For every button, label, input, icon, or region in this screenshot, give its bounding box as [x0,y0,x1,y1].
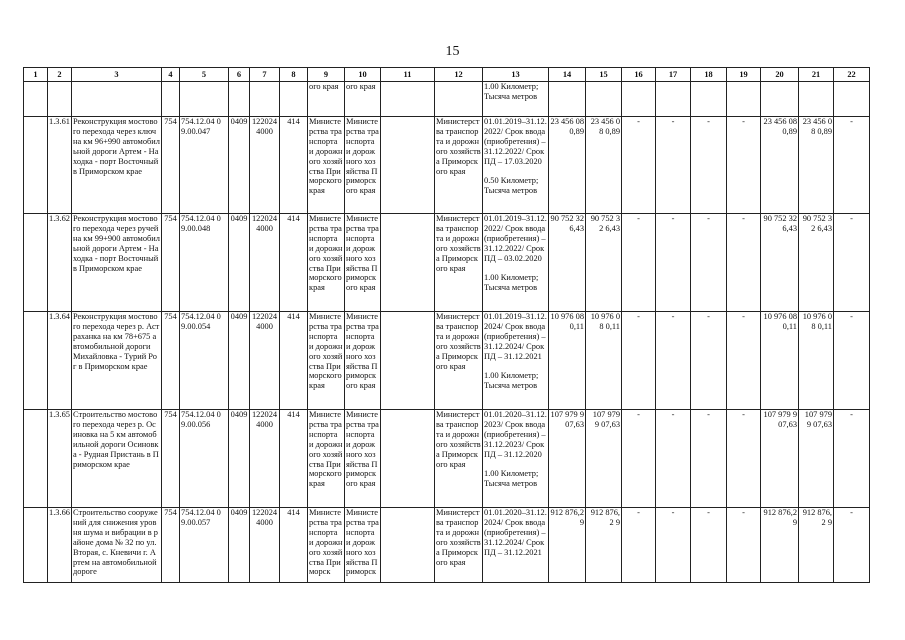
table-cell: - [834,214,870,312]
column-header: 22 [834,68,870,82]
table-cell: - [656,312,691,410]
table-cell: 01.01.2020–31.12.2023/ Срок ввода (приобретения) – 31.12.2023/ Срок ПД – 31.12.2020 1.00 Километр; Тысяча метров [483,410,549,508]
table-cell: Министерства транспорта и дорожного хозяйства Приморского края [435,410,483,508]
table-cell: - [727,214,761,312]
table-cell: 754.12.04 09.00.057 [180,508,229,583]
table-cell: - [834,508,870,583]
column-header: 18 [691,68,727,82]
table-cell: Министерства транспорта и дорожного хозяйства Приморского края [308,410,345,508]
object-name: Строительство мостового перехода через р. Осиновка на 5 км автомобильной дороги Осиновка - Рудная Пристань в Приморском крае [72,410,162,508]
table-cell: 414 [280,312,308,410]
table-cell: 912 876,2 9 [549,508,586,583]
table-cell: - [622,214,656,312]
column-header: 11 [381,68,435,82]
table-cell: 122024 4000 [250,312,280,410]
column-header: 3 [72,68,162,82]
object-name: Реконструкция мостового перехода через ручей на км 99+900 автомобильной дороги Артем - Находка - порт Восточный в Приморском крае [72,214,162,312]
table-cell: 754.12.04 09.00.054 [180,312,229,410]
table-cell: 107 979 9 07,63 [761,410,799,508]
column-header: 14 [549,68,586,82]
column-header: 7 [250,68,280,82]
table-cell: 10 976 08 0,11 [586,312,622,410]
table-cell: Министерства транспорта и дорожного хозяйства Приморского края [435,117,483,214]
table-cell: - [691,508,727,583]
table-cell: 122024 4000 [250,117,280,214]
table-cell: 0409 [229,312,250,410]
table-cell: 754 [162,214,180,312]
table-cell: - [622,117,656,214]
column-header: 15 [586,68,622,82]
table-cell: Министерства транспорта и дорожного хозяйства Приморского края [435,508,483,583]
table-cell: - [834,410,870,508]
table-cell: - [691,410,727,508]
table-row [24,508,870,583]
table-cell: - [727,312,761,410]
table-cell: Министерства транспорта и дорожного хозяйства Приморского края [308,214,345,312]
table-cell: 754 [162,312,180,410]
table-cell: - [727,508,761,583]
column-header: 10 [345,68,381,82]
table-cell: 0409 [229,410,250,508]
table-row [24,117,870,214]
column-header: 20 [761,68,799,82]
column-number-row [24,68,870,82]
table-cell: 0409 [229,117,250,214]
table-cell: 90 752 32 6,43 [761,214,799,312]
table-cell: Министерства транспорта и дорожного хозяйства Приморского края [308,312,345,410]
object-name: Строительство сооружений для снижения уровня шума и вибрации в районе дома № 32 по ул. Вторая, с. Кневичи г. Артем на автомобильной дороге [72,508,162,583]
table-cell: Министерства транспорта и дорожного хозяйства Приморского края [435,312,483,410]
column-header: 1 [24,68,48,82]
table-cell: Министерства транспорта и дорожного хозяйства Приморского края [345,214,381,312]
table-cell: 107 979 9 07,63 [586,410,622,508]
table-cell: 912 876,2 9 [761,508,799,583]
row-number: 1.3.66 [48,508,72,583]
table-cell: 10 976 08 0,11 [799,312,834,410]
table-cell: 90 752 32 6,43 [586,214,622,312]
table-cell: - [727,117,761,214]
table-cell: - [834,312,870,410]
table-cell: 107 979 9 07,63 [549,410,586,508]
table-cell: Министерства транспорта и дорожного хозяйства Приморского края [345,410,381,508]
column-header: 16 [622,68,656,82]
page-number: 15 [445,44,460,59]
column-header: 2 [48,68,72,82]
table-cell: Министерства транспорта и дорожного хозяйства Приморского края [345,312,381,410]
table-cell: - [656,410,691,508]
table-cell: 414 [280,214,308,312]
table-row [24,214,870,312]
table-cell: 754.12.04 09.00.056 [180,410,229,508]
table-cell: - [622,508,656,583]
column-header: 6 [229,68,250,82]
table-row [24,410,870,508]
row-number: 1.3.62 [48,214,72,312]
table-cell: 10 976 08 0,11 [549,312,586,410]
table-cell: 90 752 32 6,43 [799,214,834,312]
table-cell: 1.00 Километр; Тысяча метров [483,82,549,117]
row-number: 1.3.61 [48,117,72,214]
column-header: 9 [308,68,345,82]
table-cell: - [691,214,727,312]
table-cell: - [656,214,691,312]
table-cell: - [727,410,761,508]
row-number: 1.3.64 [48,312,72,410]
table-cell: 122024 4000 [250,214,280,312]
table-cell: 754 [162,117,180,214]
table-cell: - [691,117,727,214]
column-header: 21 [799,68,834,82]
table-cell: Министерства транспорта и дорожного хозяйства Приморск [345,508,381,583]
table-cell: ого края [308,82,345,117]
budget-table [23,67,870,583]
table-cell: 754.12.04 09.00.048 [180,214,229,312]
table-cell: 23 456 08 0,89 [549,117,586,214]
table-cell: 414 [280,410,308,508]
table-cell: - [656,117,691,214]
table-cell: Министерства транспорта и дорожного хозяйства Приморского края [345,117,381,214]
table-cell: 754 [162,410,180,508]
column-header: 4 [162,68,180,82]
table-cell: ого края [345,82,381,117]
column-header: 5 [180,68,229,82]
table-cell: - [622,410,656,508]
table-cell: 414 [280,117,308,214]
table-cell: 23 456 08 0,89 [761,117,799,214]
object-name: Реконструкция мостового перехода через р. Астраханка на км 78+675 автомобильной дороги Михайловка - Турий Рог в Приморском крае [72,312,162,410]
table-row [24,312,870,410]
table-cell: - [622,312,656,410]
table-cell: Министерства транспорта и дорожного хозяйства Приморск [308,508,345,583]
table-cell: 01.01.2019–31.12.2022/ Срок ввода (приобретения) – 31.12.2022/ Срок ПД – 17.03.2020 0.50 Километр; Тысяча метров [483,117,549,214]
table-cell: 414 [280,508,308,583]
column-header: 8 [280,68,308,82]
table-cell: - [834,117,870,214]
table-cell: 0409 [229,214,250,312]
continuation-row [24,82,870,117]
column-header: 13 [483,68,549,82]
table-cell: 01.01.2019–31.12.2024/ Срок ввода (приобретения) – 31.12.2024/ Срок ПД – 31.12.2021 1.00 Километр; Тысяча метров [483,312,549,410]
table-cell: 107 979 9 07,63 [799,410,834,508]
table-cell: 10 976 08 0,11 [761,312,799,410]
table-cell: 122024 4000 [250,508,280,583]
table-cell: 90 752 32 6,43 [549,214,586,312]
column-header: 17 [656,68,691,82]
table-cell: 23 456 08 0,89 [799,117,834,214]
table-cell: 01.01.2019–31.12.2022/ Срок ввода (приобретения) – 31.12.2022/ Срок ПД – 03.02.2020 1.00 Километр; Тысяча метров [483,214,549,312]
row-number: 1.3.65 [48,410,72,508]
column-header: 12 [435,68,483,82]
table-cell: Министерства транспорта и дорожного хозяйства Приморского края [435,214,483,312]
object-name: Реконструкция мостового перехода через ключ на км 96+990 автомобильной дороги Артем - Находка - порт Восточный в Приморском крае [72,117,162,214]
table-cell: - [656,508,691,583]
table-cell: 0409 [229,508,250,583]
table-cell: 23 456 08 0,89 [586,117,622,214]
table-cell: 01.01.2020–31.12.2024/ Срок ввода (приобретения) – 31.12.2024/ Срок ПД – 31.12.2021 [483,508,549,583]
table-cell: - [691,312,727,410]
table-cell: 754 [162,508,180,583]
table-cell: 912 876,2 9 [799,508,834,583]
column-header: 19 [727,68,761,82]
table-cell: 122024 4000 [250,410,280,508]
table-cell: Министерства транспорта и дорожного хозяйства Приморского края [308,117,345,214]
table-cell: 754.12.04 09.00.047 [180,117,229,214]
table-cell: 912 876,2 9 [586,508,622,583]
